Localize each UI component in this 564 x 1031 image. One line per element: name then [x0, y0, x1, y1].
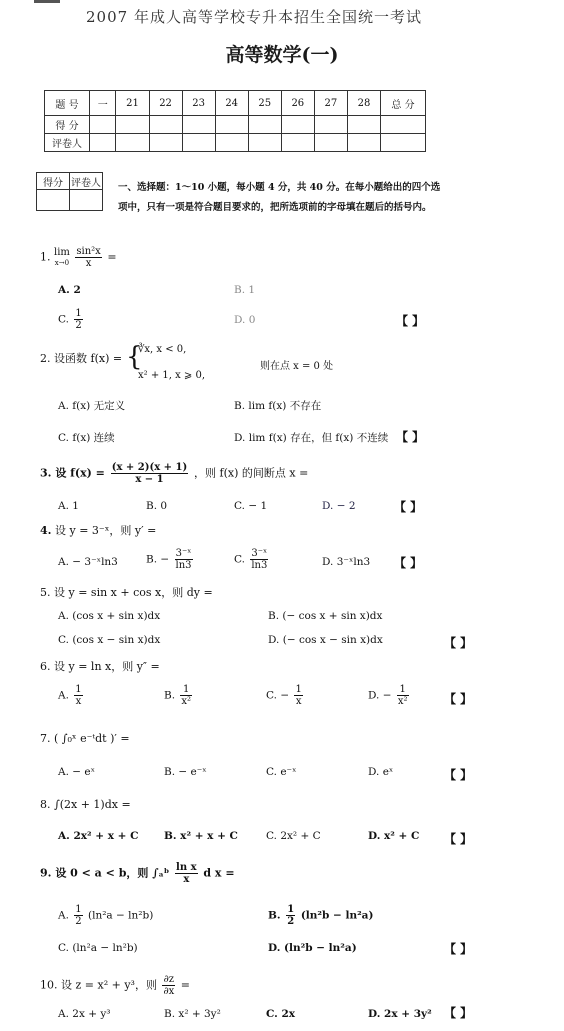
answer-bracket: 【 】	[394, 500, 423, 514]
answer-bracket: 【 】	[396, 314, 425, 328]
row-label: 评卷人	[45, 134, 90, 152]
question-2-option-a: A. f(x) 无定义	[58, 400, 126, 412]
col-header: 27	[314, 91, 347, 116]
question-6-option-d: D. − $\frac{1}{\text{x²}}$	[368, 684, 408, 707]
row-label: 得 分	[45, 116, 90, 134]
question-8-option-b: B. x² + x + C	[164, 830, 238, 842]
question-2-option-c: C. f(x) 连续	[58, 432, 115, 444]
score-label: 得分	[37, 173, 70, 190]
question-7-stem: 7. ( ∫₀ˣ e⁻ᵗdt )′ =	[40, 732, 130, 745]
question-2-option-b: B. lim f(x) 不存在	[234, 400, 322, 412]
question-10-option-d: D. 2x + 3y²	[368, 1008, 432, 1020]
col-header: 一	[90, 91, 116, 116]
col-header: 22	[149, 91, 182, 116]
score-table	[44, 90, 426, 152]
answer-bracket: 【 】	[444, 692, 473, 706]
question-1-option-c: C. $\frac{1}{2}$	[58, 308, 82, 331]
col-header: 23	[182, 91, 215, 116]
answer-bracket: 【 】	[444, 636, 473, 650]
question-1-stem: 1. lim x→0 $\frac{\text{sin²x}}{x}$ =	[40, 246, 117, 269]
question-3-option-a: A. 1	[58, 500, 79, 512]
question-8-option-c: C. 2x² + C	[266, 830, 321, 842]
question-9-option-b: B. $\frac{1}{2}$ (ln²b − ln²a)	[268, 904, 374, 927]
question-5-option-a: A. (cos x + sin x)dx	[58, 610, 161, 622]
piecewise-case-1: ∛x, x < 0,	[138, 344, 187, 355]
question-6-option-b: B. $\frac{1}{\text{x²}}$	[164, 684, 192, 707]
section-score-box	[36, 172, 103, 211]
answer-bracket: 【 】	[444, 1006, 473, 1020]
question-6-option-c: C. − $\frac{1}{x}$	[266, 684, 302, 707]
question-7-option-d: D. eˣ	[368, 766, 394, 778]
question-5-option-c: C. (cos x − sin x)dx	[58, 634, 161, 646]
question-5-option-d: D. (− cos x − sin x)dx	[268, 634, 383, 646]
question-9-option-a: A. $\frac{1}{2}$ (ln²a − ln²b)	[58, 904, 154, 927]
question-4-option-d: D. 3⁻ˣln3	[322, 556, 371, 568]
question-4-option-a: A. − 3⁻ˣln3	[58, 556, 118, 568]
question-3-option-b: B. 0	[146, 500, 168, 512]
question-2-option-d: D. lim f(x) 存在，但 f(x) 不连续	[234, 432, 389, 444]
answer-bracket: 【 】	[444, 768, 473, 782]
question-7-option-b: B. − e⁻ˣ	[164, 766, 207, 778]
question-10-option-c: C. 2x	[266, 1008, 296, 1020]
question-8-option-a: A. 2x² + x + C	[58, 830, 139, 842]
question-7-option-c: C. e⁻ˣ	[266, 766, 297, 778]
question-4-option-c: C. $\frac{\text{3⁻ˣ}}{\ln 3}$	[234, 548, 268, 571]
question-10-stem: 10. 设 z = x² + y³，则 $\frac{\partial z}{\partial x}$ =	[40, 974, 190, 997]
question-9-stem: 9. 设 0 < a < b，则 ∫ₐᵇ $\frac{\text{ln x}}{x}$ d x =	[40, 862, 235, 885]
question-9-option-d: D. (ln²b − ln²a)	[268, 942, 357, 954]
question-7-option-a: A. − eˣ	[58, 766, 96, 778]
score-table-row-grader	[45, 134, 426, 152]
question-4-stem: 4. 设 y = 3⁻ˣ，则 y′ =	[40, 524, 157, 537]
question-4-option-b: B. − $\frac{\text{3⁻ˣ}}{\ln 3}$	[146, 548, 192, 571]
answer-bracket: 【 】	[444, 832, 473, 846]
question-5-option-b: B. (− cos x + sin x)dx	[268, 610, 383, 622]
answer-bracket: 【 】	[394, 556, 423, 570]
corner-mark	[34, 0, 60, 3]
question-1-option-a: A. 2	[58, 284, 81, 296]
exam-title: 2007 年成人高等学校专升本招生全国统一考试	[86, 8, 422, 26]
question-3-option-c: C. − 1	[234, 500, 268, 512]
question-1-option-b: B. 1	[234, 284, 256, 296]
score-table-row-score	[45, 116, 426, 134]
question-2-stem: 2. 设函数 f(x) =	[40, 352, 123, 365]
question-6-stem: 6. 设 y = ln x，则 y″ =	[40, 660, 160, 673]
question-3-stem: 3. 设 f(x) = $\frac{(x + 2)(x + 1)}{x - 1}$ ，则 f(x) 的间断点 x =	[40, 462, 309, 485]
col-header-total: 总 分	[381, 91, 426, 116]
grader-label: 评卷人	[70, 173, 103, 190]
brace-symbol: {	[126, 342, 143, 372]
question-10-option-b: B. x² + 3y²	[164, 1008, 221, 1020]
piecewise-case-2: x² + 1, x ⩾ 0,	[138, 370, 206, 381]
question-8-option-d: D. x² + C	[368, 830, 420, 842]
question-3-option-d: D. − 2	[322, 500, 356, 512]
answer-bracket: 【 】	[444, 942, 473, 956]
exam-subtitle: 高等数学(一)	[225, 44, 339, 66]
question-10-option-a: A. 2x + y³	[58, 1008, 111, 1020]
answer-bracket: 【 】	[396, 430, 425, 444]
question-9-option-c: C. (ln²a − ln²b)	[58, 942, 138, 954]
col-header: 28	[347, 91, 380, 116]
section-instructions: 一、选择题：1～10 小题，每小题 4 分，共 40 分。在每小题给出的四个选项中，只有一项是符合题目要求的，把所选项前的字母填在题后的括号内。	[118, 182, 441, 213]
col-header: 26	[281, 91, 314, 116]
question-5-stem: 5. 设 y = sin x + cos x，则 dy =	[40, 586, 213, 599]
question-6-option-a: A. $\frac{1}{x}$	[58, 684, 82, 707]
col-header: 21	[116, 91, 149, 116]
col-header: 25	[248, 91, 281, 116]
question-1-option-d: D. 0	[234, 314, 256, 326]
question-8-stem: 8. ∫(2x + 1)dx =	[40, 798, 131, 811]
score-table-row-number	[45, 91, 426, 116]
col-header: 24	[215, 91, 248, 116]
question-2-stem-post: 则在点 x = 0 处	[260, 361, 334, 372]
row-label: 题 号	[45, 91, 90, 116]
